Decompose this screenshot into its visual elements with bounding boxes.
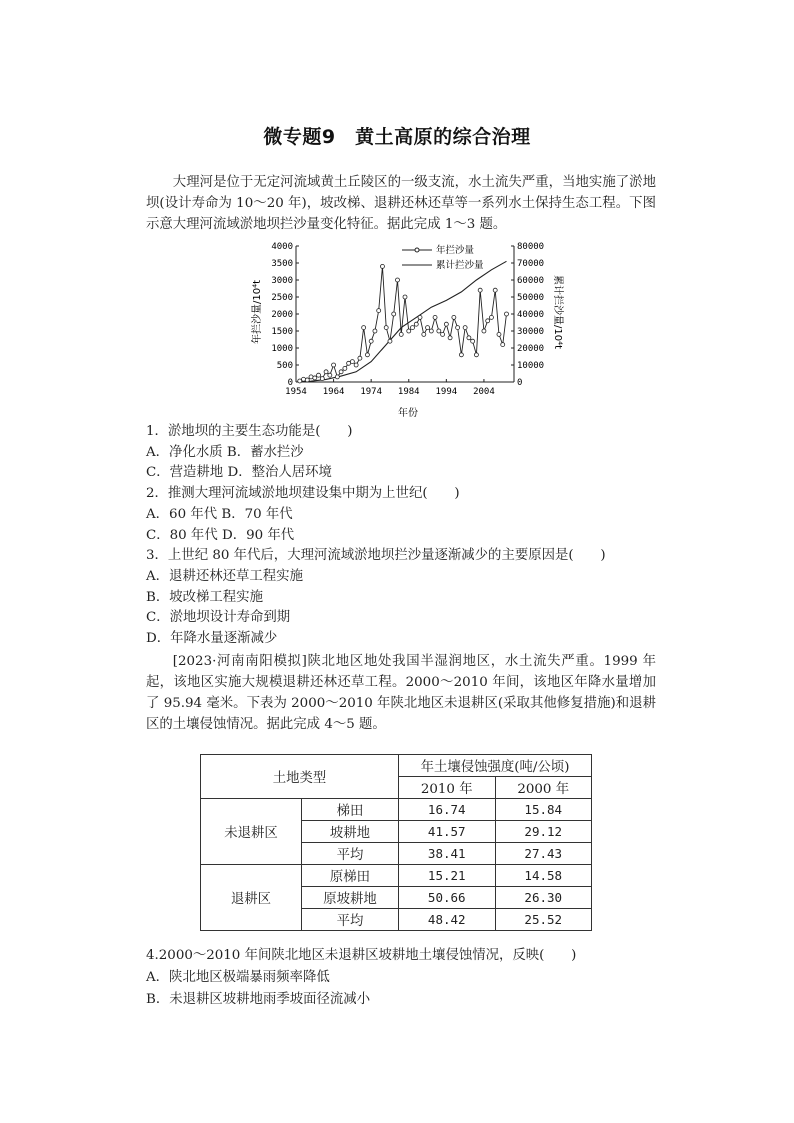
group-label: 退耕区 (201, 865, 302, 931)
data-point-annual (373, 329, 377, 333)
table-row (201, 865, 592, 887)
question-line: 4.2000～2010 年间陕北地区未退耕区坡耕地土壤侵蚀情况，反映( ) (146, 948, 577, 963)
data-point-annual (441, 332, 445, 336)
x-tick-label: 2004 (473, 387, 495, 397)
data-point-annual (444, 322, 448, 326)
intro-paragraph-1: 大理河是位于无定河流域黄土丘陵区的一级支流，水土流失严重，当地实施了淤地坝(设计寿命为 10～20 年)，坡改梯、退耕还林还草等一系列水土保持生态工程。下图示意大理河流域淤地坝拦沙量变化特征。据此完成 1～3 题。 (146, 175, 656, 232)
data-point-annual (388, 339, 392, 343)
y-right-tick-label: 10000 (517, 361, 545, 371)
data-point-annual (324, 370, 328, 374)
data-point-annual (463, 326, 467, 330)
data-point-annual (448, 336, 452, 340)
series-line-annual (300, 266, 507, 381)
y-right-tick-label: 60000 (517, 276, 545, 286)
y-left-tick-label: 1500 (271, 327, 293, 337)
data-point-annual (343, 366, 347, 370)
chart-series (296, 261, 508, 383)
erosion-table (200, 754, 592, 931)
header-metric: 年土壤侵蚀强度(吨/公顷) (399, 755, 592, 777)
y-right-axis-label: 累计拦沙量/10⁴t (552, 274, 563, 350)
data-point-annual (459, 353, 463, 357)
data-point-annual (380, 264, 384, 268)
question-line: D．年降水量逐渐减少 (146, 631, 278, 646)
value-2010: 38.41 (399, 843, 496, 865)
series-line-cumulative (296, 261, 506, 382)
y-right-tick-label: 80000 (517, 242, 545, 252)
intro-paragraph-2: [2023·河南南阳模拟]陕北地区地处我国半湿润地区，水土流失严重。1999 年起，该地区实施大规模退耕还林还草工程。2000～2010 年间，该地区年降水量增加了 95.94 毫米。下表为 2000～2010 年陕北地区未退耕区(采取其他修复措施)和退耕区的土壤侵蚀情况。据此完成 4～5 题。 (146, 654, 656, 732)
question-line: A．净化水质 B．蓄水拦沙 (146, 444, 304, 460)
question-line: C．80 年代 D．90 年代 (146, 527, 295, 543)
data-point-annual (320, 377, 324, 381)
data-point-annual (332, 363, 336, 367)
data-point-annual (437, 329, 441, 333)
legend-label-annual: 年拦沙量 (436, 245, 475, 256)
y-right-tick-label: 20000 (517, 344, 545, 354)
value-2010: 15.21 (399, 865, 496, 887)
data-point-annual (313, 376, 317, 380)
y-right-tick-label: 70000 (517, 259, 545, 269)
x-tick-label: 1974 (360, 387, 383, 397)
land-type-cell: 梯田 (302, 799, 399, 821)
land-type-cell: 原梯田 (302, 865, 399, 887)
y-right-tick-label: 50000 (517, 293, 545, 303)
data-point-annual (422, 332, 426, 336)
data-point-annual (418, 315, 422, 319)
question-line: C．淤地坝设计寿命到期 (146, 610, 291, 626)
data-point-annual (456, 326, 460, 330)
value-2000: 15.84 (495, 799, 592, 821)
data-point-annual (328, 373, 332, 377)
data-point-annual (358, 356, 362, 360)
data-point-annual (335, 375, 339, 379)
x-tick-label: 1994 (435, 387, 458, 397)
value-2000: 27.43 (495, 843, 592, 865)
question-line: C．营造耕地 D．整治人居环境 (146, 465, 332, 481)
question-line: 3．上世纪 80 年代后，大理河流域淤地坝拦沙量逐渐减少的主要原因是( ) (146, 548, 606, 564)
data-point-annual (407, 329, 411, 333)
y-left-tick-label: 2000 (271, 310, 293, 320)
data-point-annual (452, 315, 456, 319)
data-point-annual (411, 326, 415, 330)
question-line: A．退耕还林还草工程实施 (146, 568, 303, 584)
data-point-annual (302, 377, 306, 381)
y-left-tick-label: 3500 (271, 259, 293, 269)
question-line: 2．推测大理河流域淤地坝建设集中期为上世纪( ) (146, 486, 460, 502)
y-right-tick-label: 0 (517, 378, 523, 388)
sediment-chart (250, 236, 563, 422)
header-land-type: 土地类型 (201, 755, 399, 799)
data-point-annual (377, 309, 381, 313)
data-point-annual (474, 353, 478, 357)
y-right-tick-label: 30000 (517, 327, 545, 337)
question-line: A．60 年代 B．70 年代 (146, 506, 293, 522)
data-point-annual (384, 326, 388, 330)
x-tick-label: 1984 (397, 387, 420, 397)
data-point-annual (305, 378, 309, 382)
x-tick-label: 1964 (322, 387, 345, 397)
data-point-annual (486, 319, 490, 323)
data-point-annual (429, 329, 433, 333)
data-point-annual (497, 332, 501, 336)
value-2010: 48.42 (399, 909, 496, 931)
table-header-row (201, 755, 592, 777)
header-2010: 2010 年 (399, 777, 496, 799)
data-point-annual (433, 315, 437, 319)
data-point-annual (354, 363, 358, 367)
value-2000: 25.52 (495, 909, 592, 931)
value-2000: 26.30 (495, 887, 592, 909)
data-point-annual (493, 288, 497, 292)
x-axis-label: 年份 (398, 408, 418, 419)
y-left-tick-label: 3000 (271, 276, 293, 286)
data-point-annual (501, 343, 505, 347)
land-type-cell: 平均 (302, 843, 399, 865)
data-point-annual (471, 339, 475, 343)
value-2010: 16.74 (399, 799, 496, 821)
question-line: B．坡改梯工程实施 (146, 589, 263, 605)
y-left-tick-label: 2500 (271, 293, 293, 303)
data-point-annual (369, 339, 373, 343)
data-point-annual (482, 329, 486, 333)
value-2010: 50.66 (399, 887, 496, 909)
data-point-annual (317, 373, 321, 377)
header-2000: 2000 年 (495, 777, 592, 799)
question-line: A．陕北地区极端暴雨频率降低 (146, 970, 330, 985)
y-left-tick-label: 4000 (271, 242, 293, 252)
data-point-annual (395, 278, 399, 282)
data-point-annual (504, 312, 508, 316)
y-right-tick-label: 40000 (517, 310, 545, 320)
data-point-annual (478, 288, 482, 292)
question-line: B．未退耕区坡耕地雨季坡面径流减小 (146, 992, 371, 1007)
land-type-cell: 坡耕地 (302, 821, 399, 843)
data-point-annual (426, 326, 430, 330)
chart-legend (402, 244, 484, 271)
data-point-annual (365, 353, 369, 357)
legend-label-cumulative: 累计拦沙量 (436, 260, 484, 271)
value-2000: 29.12 (495, 821, 592, 843)
group-label: 未退耕区 (201, 799, 302, 865)
data-point-annual (350, 360, 354, 364)
data-point-annual (399, 332, 403, 336)
x-tick-label: 1954 (285, 387, 307, 397)
data-point-annual (414, 322, 418, 326)
y-left-tick-label: 0 (287, 378, 293, 388)
table-row (201, 799, 592, 821)
y-left-tick-label: 500 (276, 361, 293, 371)
data-point-annual (403, 295, 407, 299)
land-type-cell: 平均 (302, 909, 399, 931)
data-point-annual (467, 336, 471, 340)
data-point-annual (362, 326, 366, 330)
value-2000: 14.58 (495, 865, 592, 887)
question-line: 1．淤地坝的主要生态功能是( ) (146, 424, 353, 439)
data-point-annual (392, 312, 396, 316)
value-2010: 41.57 (399, 821, 496, 843)
y-left-axis-label: 年拦沙量/10⁴t (252, 279, 263, 345)
data-point-annual (489, 315, 493, 319)
y-left-tick-label: 1000 (271, 344, 293, 354)
page-title: 微专题9 黄土高原的综合治理 (263, 126, 531, 148)
data-point-annual (339, 370, 343, 374)
land-type-cell: 原坡耕地 (302, 887, 399, 909)
legend-marker-annual (415, 248, 419, 252)
